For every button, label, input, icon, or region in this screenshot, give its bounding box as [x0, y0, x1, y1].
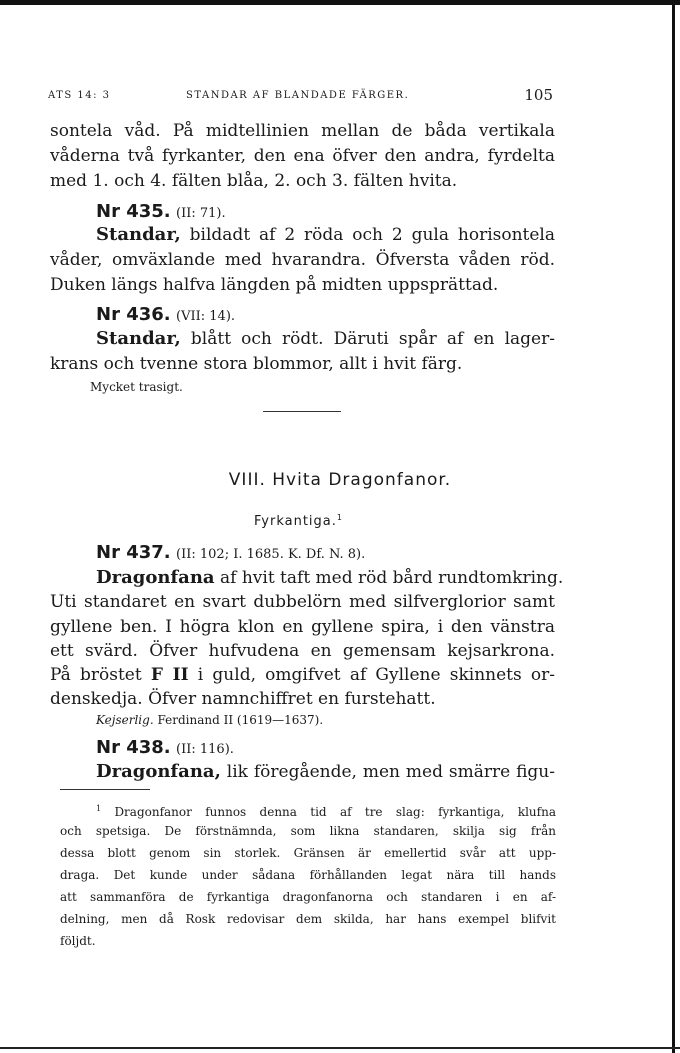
footnote-line: draga. Det kunde under sådana förhållanden legat nära till hands	[60, 868, 556, 882]
page-header	[48, 86, 553, 106]
monogram: F II	[150, 665, 189, 685]
text-line: våderna två fyrkanter, den ena öfver den andra, fyrdelta	[50, 146, 555, 166]
entry-term: Dragonfana	[96, 567, 215, 588]
entry-heading	[96, 543, 555, 565]
entry-term: Dragonfana,	[96, 761, 221, 782]
entry-heading	[96, 305, 555, 327]
entry-reference: (VII: 14).	[176, 309, 236, 324]
entry-reference: (II: 116).	[176, 742, 234, 757]
footnote-mark: 1	[96, 804, 102, 813]
note-italic: Kejserlig.	[96, 713, 154, 727]
text-line: sontela våd. På midtellinien mellan de båda vertikala	[50, 121, 555, 141]
entry-number: Nr 436.	[96, 304, 171, 325]
footnote-line: delning, men då Rosk redovisar dem skilda, har hans exempel blifvit	[60, 912, 556, 926]
text-line: Uti standaret en svart dubbelörn med silfverglorior samt	[50, 592, 555, 612]
entry-reference: (II: 71).	[176, 206, 226, 221]
footnote-line: och spetsiga. De förstnämnda, som likna standaren, skilja sig från	[60, 824, 556, 838]
entry-text: bildadt af 2 röda och 2 gula horisontela	[189, 225, 555, 245]
entry-number: Nr 435.	[96, 201, 171, 222]
entry-note: Mycket trasigt.	[90, 380, 183, 394]
footnote-ref: 1	[336, 513, 343, 522]
signature-mark: ATS 14: 3	[48, 90, 111, 101]
text-line: ett svärd. Öfver hufvudena en gemensam kejsarkrona.	[50, 641, 555, 661]
entry-term: Standar,	[96, 328, 181, 349]
text-line: denskedja. Öfver namnchiffret en furstehatt.	[50, 689, 436, 709]
page-number: 105	[524, 86, 553, 104]
entry-first-line	[96, 329, 555, 349]
entry-number: Nr 437.	[96, 542, 171, 563]
subtitle-text: Fyrkantiga.	[254, 514, 337, 529]
right-border	[672, 0, 675, 1053]
entry-note	[96, 712, 555, 728]
entry-text: af hvit taft med röd bård rundtomkring.	[220, 568, 564, 588]
entry-heading	[96, 738, 555, 760]
line-segment: På bröstet	[50, 665, 142, 685]
entry-text: lik föregående, men med smärre figu-	[226, 762, 556, 782]
text-line: Duken längs halfva längden på midten uppsprättad.	[50, 275, 499, 295]
text-line	[50, 665, 555, 685]
entry-text: blått och rödt. Däruti spår af en lager-	[190, 329, 555, 349]
note-text: Ferdinand II (1619—1637).	[157, 713, 324, 727]
entry-reference: (II: 102; I. 1685. K. Df. N. 8).	[176, 547, 366, 562]
line-segment: i guld, omgifvet af Gyllene skinnets or-	[197, 665, 556, 685]
footnote-first-line	[96, 800, 556, 821]
entry-heading	[96, 202, 555, 224]
footnote-text: Dragonfanor funnos denna tid af tre slag: fyrkantiga, klufna	[114, 805, 556, 819]
footnote-line: att sammanföra de fyrkantiga dragonfanorna och standaren i en af-	[60, 890, 556, 904]
footnote-line: följdt.	[60, 934, 96, 948]
section-title: VIII. Hvita Dragonfanor.	[228, 470, 452, 490]
footnote-rule	[60, 789, 150, 790]
text-line: gyllene ben. I högra klon en gyllene spira, i den vänstra	[50, 617, 555, 637]
footnote-line: dessa blott genom sin storlek. Gränsen är emellertid svår att upp-	[60, 846, 556, 860]
section-divider	[263, 411, 341, 412]
text-line: våder, omväxlande med hvarandra. Öfversta våden röd.	[50, 250, 555, 270]
running-title: STANDAR AF BLANDADE FÄRGER.	[186, 90, 410, 101]
text-line: med 1. och 4. fälten blåa, 2. och 3. fälten hvita.	[50, 171, 458, 191]
entry-first-line	[96, 567, 564, 588]
top-border	[0, 0, 680, 5]
bottom-border	[0, 1047, 680, 1049]
entry-term: Standar,	[96, 224, 181, 245]
entry-number: Nr 438.	[96, 737, 171, 758]
entry-first-line	[96, 225, 555, 245]
entry-first-line	[96, 762, 555, 782]
text-line: krans och tvenne stora blommor, allt i hvit färg.	[50, 354, 463, 374]
